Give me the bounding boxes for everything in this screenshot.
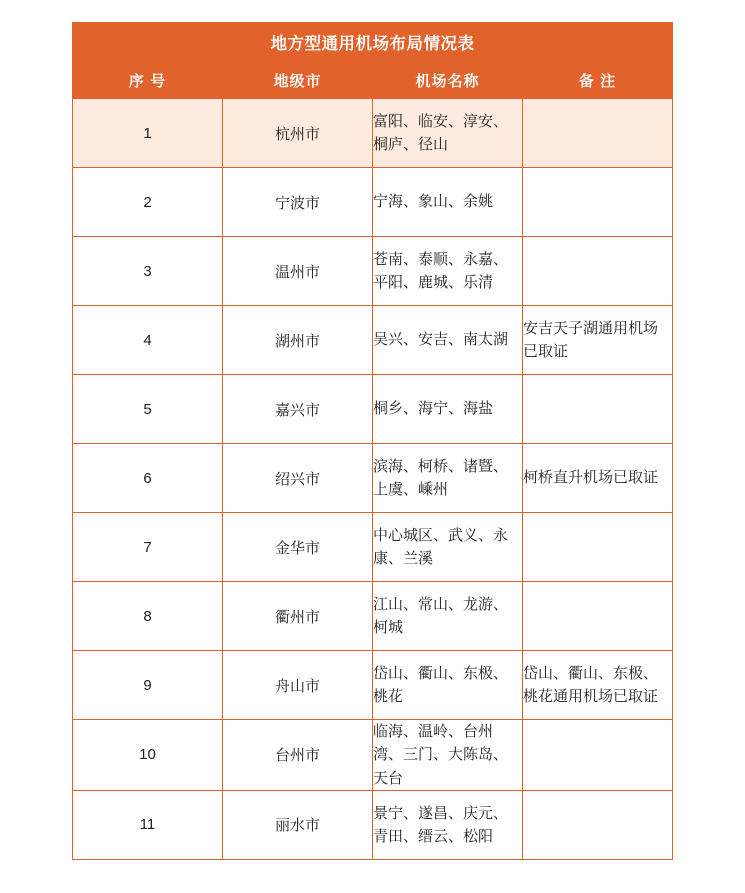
row-airports: 江山、常山、龙游、柯城 — [373, 582, 523, 651]
row-airports: 岱山、衢山、东极、桃花 — [373, 651, 523, 720]
row-airports: 吴兴、安吉、南太湖 — [373, 306, 523, 375]
row-airports: 景宁、遂昌、庆元、青田、缙云、松阳 — [373, 790, 523, 859]
row-no: 2 — [73, 168, 223, 237]
table-row — [73, 513, 673, 582]
row-airports: 滨海、柯桥、诸暨、上虞、嵊州 — [373, 444, 523, 513]
row-city: 湖州市 — [223, 306, 373, 375]
table-row — [73, 651, 673, 720]
table-row — [73, 375, 673, 444]
row-city: 衢州市 — [223, 582, 373, 651]
table-title-row — [73, 23, 673, 62]
row-no: 11 — [73, 790, 223, 859]
table-row — [73, 720, 673, 791]
row-city: 丽水市 — [223, 790, 373, 859]
row-note: 岱山、衢山、东极、桃花通用机场已取证 — [523, 651, 673, 720]
row-note — [523, 720, 673, 791]
table-row — [73, 168, 673, 237]
row-city: 绍兴市 — [223, 444, 373, 513]
row-note — [523, 375, 673, 444]
row-airports: 富阳、临安、淳安、桐庐、径山 — [373, 99, 523, 168]
column-header-note: 备 注 — [523, 62, 673, 99]
table-row — [73, 582, 673, 651]
row-city: 杭州市 — [223, 99, 373, 168]
row-note — [523, 237, 673, 306]
row-note — [523, 790, 673, 859]
row-airports: 苍南、泰顺、永嘉、平阳、鹿城、乐清 — [373, 237, 523, 306]
row-city: 金华市 — [223, 513, 373, 582]
row-airports: 临海、温岭、台州湾、三门、大陈岛、天台 — [373, 720, 523, 791]
row-no: 10 — [73, 720, 223, 791]
table-row — [73, 790, 673, 859]
column-header-name: 机场名称 — [373, 62, 523, 99]
table-row — [73, 306, 673, 375]
table-header-row — [73, 62, 673, 99]
column-header-city: 地级市 — [223, 62, 373, 99]
row-no: 7 — [73, 513, 223, 582]
row-city: 宁波市 — [223, 168, 373, 237]
row-note — [523, 168, 673, 237]
row-note — [523, 513, 673, 582]
row-airports: 中心城区、武义、永康、兰溪 — [373, 513, 523, 582]
row-no: 5 — [73, 375, 223, 444]
row-airports: 宁海、象山、余姚 — [373, 168, 523, 237]
airport-layout-table — [72, 22, 673, 860]
row-no: 9 — [73, 651, 223, 720]
row-city: 温州市 — [223, 237, 373, 306]
row-no: 1 — [73, 99, 223, 168]
table-row — [73, 237, 673, 306]
row-city: 台州市 — [223, 720, 373, 791]
row-airports: 桐乡、海宁、海盐 — [373, 375, 523, 444]
row-city: 嘉兴市 — [223, 375, 373, 444]
column-header-no: 序 号 — [73, 62, 223, 99]
table-row — [73, 444, 673, 513]
row-note — [523, 99, 673, 168]
row-no: 6 — [73, 444, 223, 513]
table-row — [73, 99, 673, 168]
row-note — [523, 582, 673, 651]
row-no: 8 — [73, 582, 223, 651]
row-no: 3 — [73, 237, 223, 306]
row-city: 舟山市 — [223, 651, 373, 720]
row-no: 4 — [73, 306, 223, 375]
row-note: 柯桥直升机场已取证 — [523, 444, 673, 513]
table-title: 地方型通用机场布局情况表 — [73, 23, 673, 62]
row-note: 安吉天子湖通用机场已取证 — [523, 306, 673, 375]
